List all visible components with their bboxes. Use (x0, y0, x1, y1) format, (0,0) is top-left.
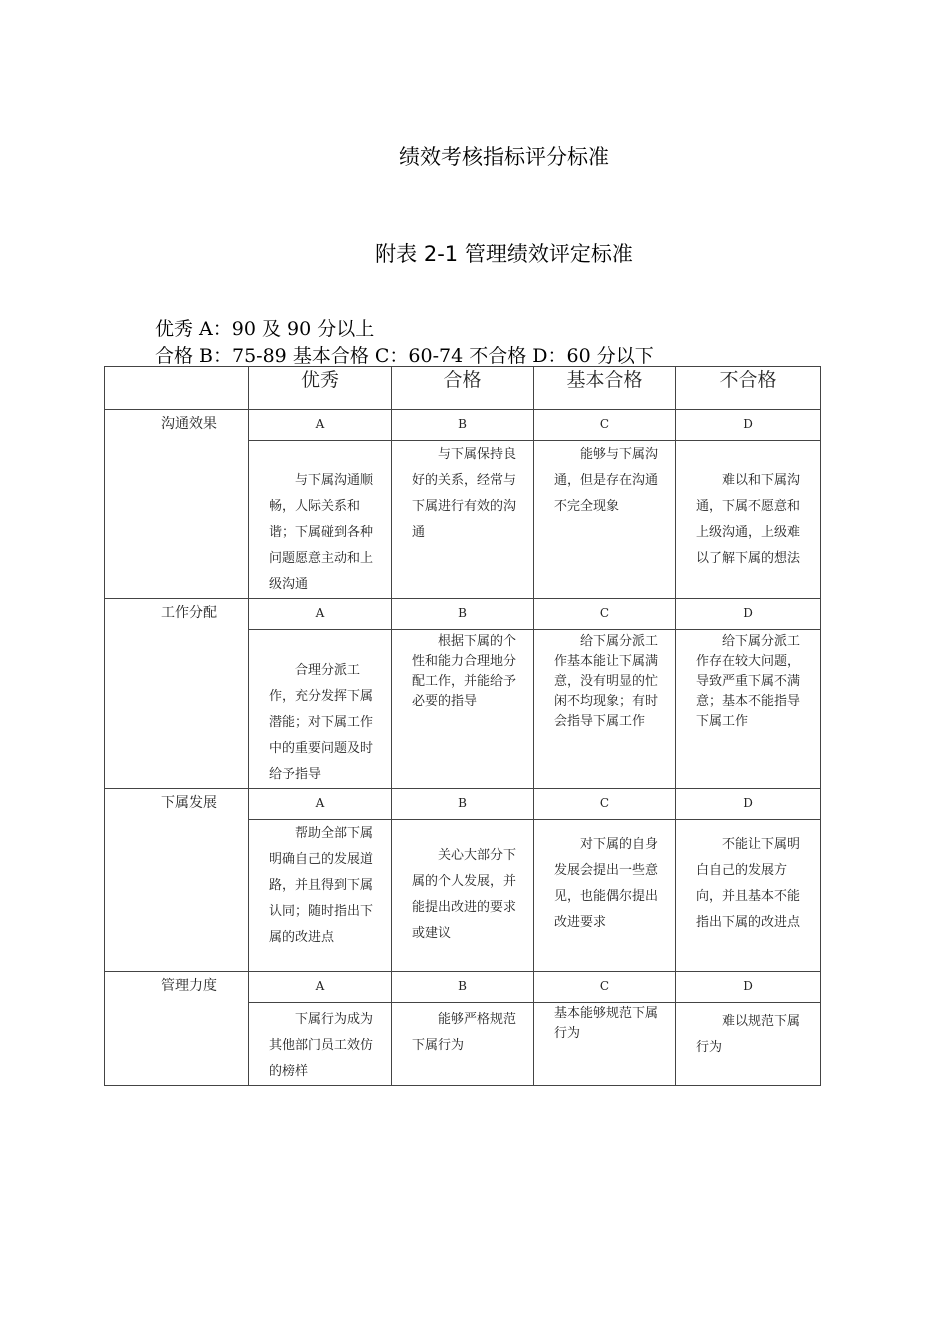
description-cell: 合理分派工作，充分发挥下属潜能；对下属工作中的重要问题及时给予指导 (269, 663, 374, 782)
header-basic-pass: 基本合格 (534, 367, 676, 410)
description-cell: 与下属保持良好的关系，经常与下属进行有效的沟通 (412, 447, 517, 540)
description-cell: 根据下属的个性和能力合理地分配工作，并能给予必要的指导 (412, 634, 517, 709)
header-pass: 合格 (392, 367, 534, 410)
grade-row (105, 972, 821, 1003)
grade-a: A (249, 972, 392, 1003)
header-excellent: 优秀 (249, 367, 392, 410)
table-header-row (105, 367, 821, 410)
grade-b: B (392, 789, 534, 820)
category-communication: 沟通效果 (105, 410, 249, 599)
description-cell: 难以规范下属行为 (696, 1014, 801, 1055)
grade-b: B (392, 410, 534, 441)
description-cell: 给下属分派工作基本能让下属满意，没有明显的忙闲不均现象；有时会指导下属工作 (554, 634, 659, 729)
grade-d: D (676, 789, 821, 820)
grade-row (105, 599, 821, 630)
table-subtitle: 附表 2-1 管理绩效评定标准 (375, 242, 633, 266)
category-subordinate-development: 下属发展 (105, 789, 249, 972)
description-cell: 与下属沟通顺畅，人际关系和谐；下属碰到各种问题愿意主动和上级沟通 (269, 473, 374, 592)
grade-b: B (392, 972, 534, 1003)
grade-c: C (534, 599, 676, 630)
evaluation-table (104, 366, 821, 1086)
description-cell: 帮助全部下属明确自己的发展道路，并且得到下属认同；随时指出下属的改进点 (269, 826, 374, 945)
grade-b: B (392, 599, 534, 630)
header-fail: 不合格 (676, 367, 821, 410)
grade-d: D (676, 410, 821, 441)
grade-legend-line-1: 优秀 A：90 及 90 分以上 (155, 318, 375, 340)
description-cell: 能够与下属沟通，但是存在沟通不完全现象 (554, 447, 659, 514)
description-cell: 不能让下属明白自己的发展方向，并且基本不能指出下属的改进点 (696, 837, 801, 930)
category-work-allocation: 工作分配 (105, 599, 249, 789)
grade-a: A (249, 599, 392, 630)
grade-d: D (676, 599, 821, 630)
grade-a: A (249, 410, 392, 441)
description-cell: 能够严格规范下属行为 (412, 1012, 517, 1053)
grade-legend-line-2: 合格 B：75-89 基本合格 C：60-74 不合格 D：60 分以下 (155, 345, 654, 367)
grade-d: D (676, 972, 821, 1003)
header-blank (105, 367, 249, 410)
category-management-strength: 管理力度 (105, 972, 249, 1086)
page-title: 绩效考核指标评分标准 (399, 145, 609, 169)
description-cell: 难以和下属沟通，下属不愿意和上级沟通，上级难以了解下属的想法 (696, 473, 801, 566)
grade-row (105, 789, 821, 820)
grade-c: C (534, 789, 676, 820)
description-cell: 基本能够规范下属行为 (554, 1006, 659, 1041)
grade-c: C (534, 972, 676, 1003)
description-cell: 给下属分派工作存在较大问题，导致严重下属不满意；基本不能指导下属工作 (696, 634, 801, 729)
grade-row (105, 410, 821, 441)
grade-a: A (249, 789, 392, 820)
grade-c: C (534, 410, 676, 441)
description-cell: 对下属的自身发展会提出一些意见，也能偶尔提出改进要求 (554, 837, 659, 930)
description-cell: 下属行为成为其他部门员工效仿的榜样 (269, 1012, 374, 1079)
description-cell: 关心大部分下属的个人发展，并能提出改进的要求或建议 (412, 848, 517, 941)
